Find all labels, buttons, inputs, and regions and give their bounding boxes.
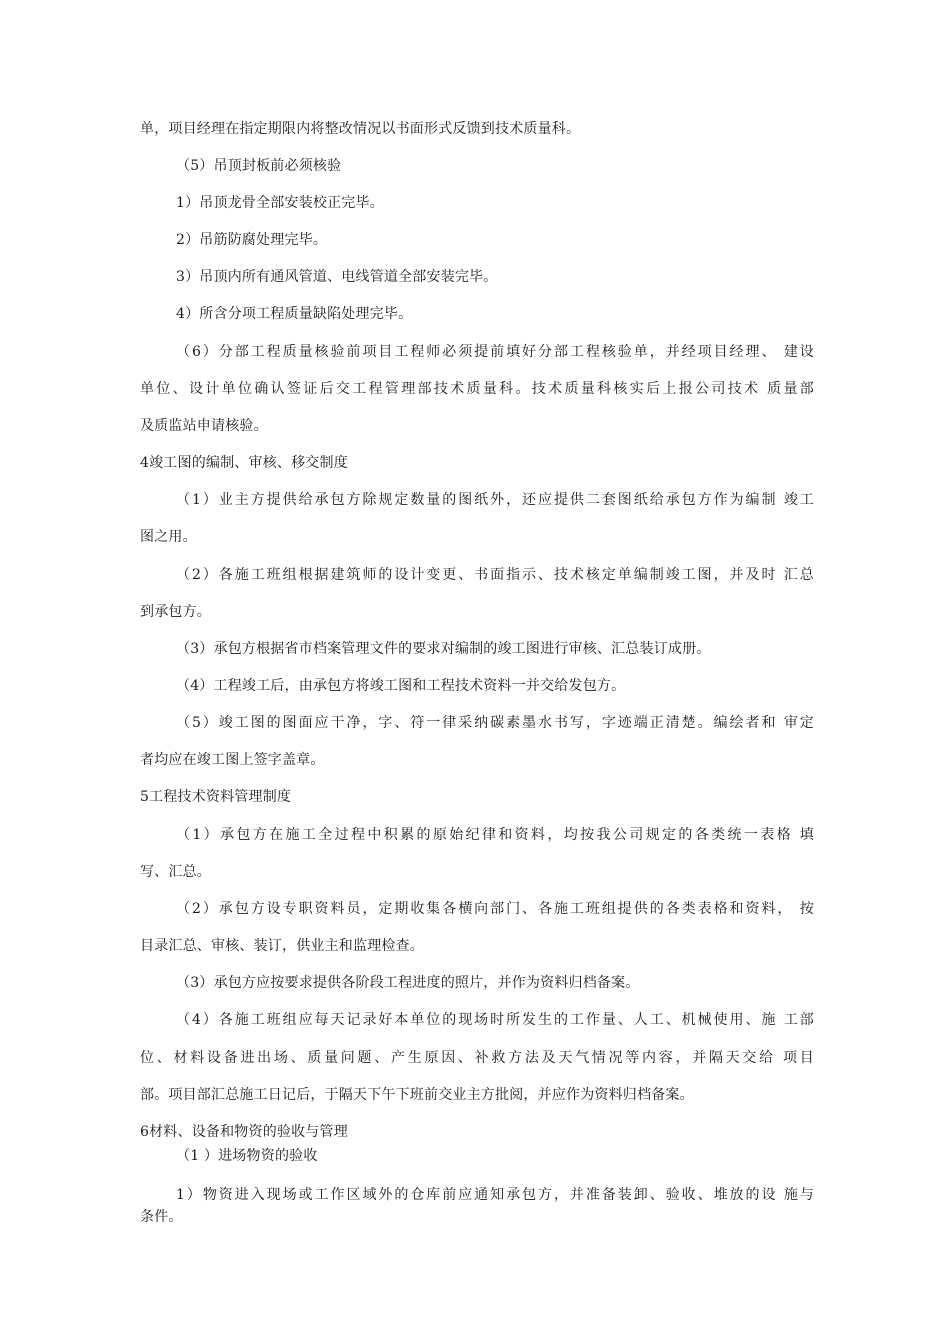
- text-line: （4）各施工班组应每天记录好本单位的现场时所发生的工作量、人工、机械使用、施 工部: [176, 1012, 814, 1028]
- text-line: （4）工程竣工后，由承包方将竣工图和工程技术资料一并交给发包方。: [176, 678, 626, 694]
- text-line: （2）承包方设专职资料员，定期收集各横向部门、各施工班组提供的各类表格和资料， 按: [176, 901, 814, 917]
- text-line: 1）吊顶龙骨全部安装校正完毕。: [176, 195, 384, 211]
- text-line: （5）吊顶封板前必须核验: [176, 158, 342, 174]
- text-line: （5）竣工图的图面应干净，字、符一律采纳碳素墨水书写，字迹端正清楚。编绘者和 审定: [176, 715, 814, 731]
- text-line: 4）所含分项工程质量缺陷处理完毕。: [176, 306, 413, 322]
- text-line: （3）承包方根据省市档案管理文件的要求对编制的竣工图进行审核、汇总装订成册。: [176, 641, 711, 657]
- text-line: 目录汇总、审核、装订，供业主和监理检查。: [140, 938, 424, 954]
- text-line: （1）承包方在施工全过程中积累的原始纪律和资料，均按我公司规定的各类统一表格 填: [176, 827, 814, 843]
- text-line: 位、材料设备进出场、质量问题、产生原因、补救方法及天气情况等内容，并隔天交给 项目: [140, 1050, 814, 1066]
- text-line: 条件。: [140, 1209, 183, 1225]
- section-heading: 6材料、设备和物资的验收与管理: [140, 1124, 348, 1140]
- text-line: 2）吊筋防腐处理完毕。: [176, 232, 328, 248]
- text-line: 图之用。: [140, 529, 197, 545]
- text-line: 部。项目部汇总施工日记后，于隔天下午下班前交业主方批阅，并应作为资料归档备案。: [140, 1087, 694, 1103]
- text-line: 单，项目经理在指定期限内将整改情况以书面形式反馈到技术质量科。: [140, 121, 581, 137]
- text-line: 及质监站申请核验。: [140, 418, 268, 434]
- text-line: （1 ）进场物资的验收: [176, 1148, 318, 1164]
- text-line: 1）物资进入现场或工作区域外的仓库前应通知承包方，并准备装卸、验收、堆放的设 施与: [176, 1187, 814, 1203]
- text-line: （1）业主方提供给承包方除规定数量的图纸外，还应提供二套图纸给承包方作为编制 竣工: [176, 492, 814, 508]
- text-line: 3）吊顶内所有通风管道、电线管道全部安装完毕。: [176, 269, 498, 285]
- text-line: 单位、设计单位确认签证后交工程管理部技术质量科。技术质量科核实后上报公司技术 质量部: [140, 381, 814, 397]
- text-line: 者均应在竣工图上签字盖章。: [140, 752, 325, 768]
- text-line: （3）承包方应按要求提供各阶段工程进度的照片，并作为资料归档备案。: [176, 975, 640, 991]
- text-line: （6）分部工程质量核验前项目工程师必须提前填好分部工程核验单，并经项目经理、 建设: [176, 344, 814, 360]
- text-line: （2）各施工班组根据建筑师的设计变更、书面指示、技术核定单编制竣工图，并及时 汇总: [176, 567, 814, 583]
- section-heading: 5工程技术资料管理制度: [140, 789, 292, 805]
- text-line: 写、汇总。: [140, 864, 211, 880]
- section-heading: 4竣工图的编制、审核、移交制度: [140, 455, 348, 471]
- text-line: 到承包方。: [140, 604, 211, 620]
